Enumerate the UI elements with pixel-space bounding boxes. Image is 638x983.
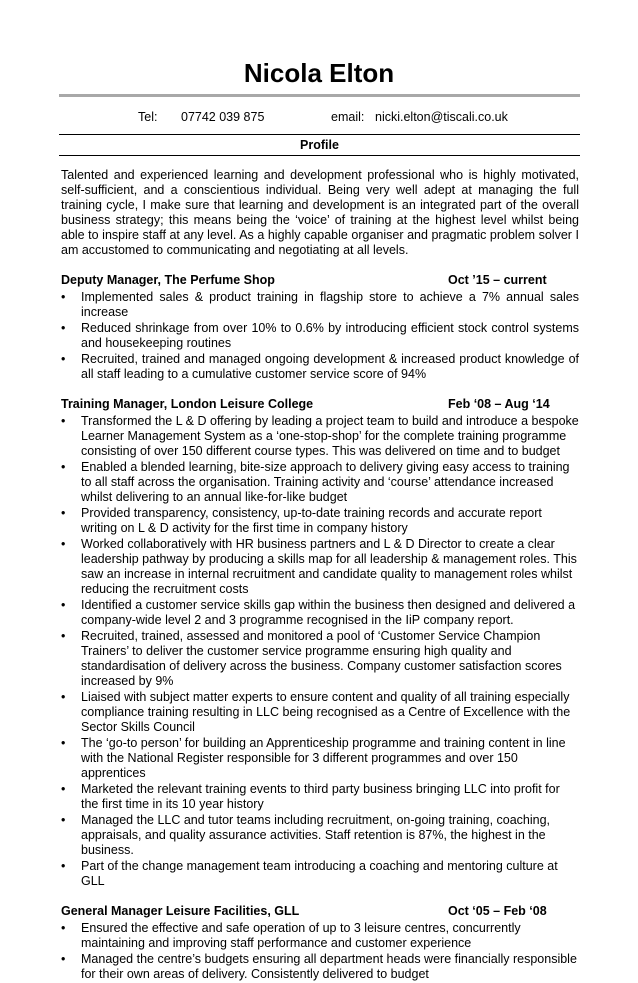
list-item: • Implemented sales & product training in flagship store to achieve a 7% annual sales increase xyxy=(61,290,579,319)
job-dates: Feb ‘08 – Aug ‘14 xyxy=(448,397,550,411)
bullet-icon: • xyxy=(61,859,66,873)
job-header xyxy=(61,903,579,919)
list-item: • Identified a customer service skills gap within the business then designed and delivered a company-wide level 2 and 3 programme recognised in the IiP company report. xyxy=(61,598,576,627)
bullet-icon: • xyxy=(61,290,66,304)
list-item: • Worked collaboratively with HR business partners and L & D Director to create a clear leadership pathway by producing a skills map for all leadership & management roles. This saw an increase in internal recruitment and candidate quality to management roles whilst reducing the recruitment costs xyxy=(61,537,577,596)
bullet-icon: • xyxy=(61,460,66,474)
list-item: • Provided transparency, consistency, up-to-date training records and accurate report writing on L & D activity for the first time in company history xyxy=(61,506,542,535)
list-item: • Recruited, trained and managed ongoing development & increased product knowledge of all staff leading to a cumulative customer service score of 94% xyxy=(61,352,579,381)
list-item: • Managed the centre’s budgets ensuring all department heads were financially responsible for their own areas of delivery. Consistently delivered to budget xyxy=(61,952,577,981)
bullet-icon: • xyxy=(61,352,66,366)
list-item: • The ‘go-to person’ for building an Apprenticeship programme and training content in line with the National Register responsible for 3 different programmes and over 150 apprentices xyxy=(61,736,566,780)
job-dates: Oct ’15 – current xyxy=(448,273,547,287)
bullet-icon: • xyxy=(61,690,66,704)
profile-summary: Talented and experienced learning and development professional who is highly motivated, self-sufficient, and a conscientious individual. Being very well adept at managing the full training cycle, I make sure that learning and development is an integrated part of the overall business strategy; this means being the ‘voice’ of training at the highest level whilst being able to inspire staff at any level. As a highly capable organiser and pragmatic problem solver I am accustomed to communicating and negotiating at all levels. xyxy=(61,168,579,257)
job-title: General Manager Leisure Facilities, GLL xyxy=(61,904,300,918)
list-item: • Reduced shrinkage from over 10% to 0.6% by introducing efficient stock control systems and housekeeping routines xyxy=(61,321,579,350)
bullet-icon: • xyxy=(61,598,66,612)
bullet-icon: • xyxy=(61,952,66,966)
job-title: Training Manager, London Leisure College xyxy=(61,397,314,411)
tel-label: Tel: xyxy=(138,110,158,124)
tel-value: 07742 039 875 xyxy=(181,110,265,124)
job-dates: Oct ‘05 – Feb ‘08 xyxy=(448,904,547,918)
email-label: email: xyxy=(331,110,365,124)
header-divider xyxy=(59,94,580,97)
list-item: • Liaised with subject matter experts to ensure content and quality of all training especially compliance training resulting in LLC being recognised as a Centre of Excellence with the Sector Skills Council xyxy=(61,690,571,734)
bullet-icon: • xyxy=(61,321,66,335)
job-header xyxy=(61,396,579,412)
list-item: • Recruited, trained, assessed and monitored a pool of ‘Customer Service Champion Trainers’ to deliver the customer service programme ensuring high quality and standardisation of delivery across the business. Company customer satisfaction scores increased by 9% xyxy=(61,629,562,688)
list-item: • Transformed the L & D offering by leading a project team to build and introduce a bespoke Learner Management System as a ‘one-stop-shop’ for the complete training programme consisting of over 150 different course types. This was delivered on time and to budget xyxy=(61,414,579,458)
job-bullet-list xyxy=(61,921,579,982)
list-item: • Part of the change management team introducing a coaching and mentoring culture at GLL xyxy=(61,859,558,888)
list-item: • Enabled a blended learning, bite-size approach to delivery giving easy access to training to all staff across the organisation. Training activity and ‘course’ attendance increased whilst delivering to an annual like-for-like budget xyxy=(61,460,570,504)
bullet-icon: • xyxy=(61,414,66,428)
job-bullet-list xyxy=(61,290,579,382)
bullet-icon: • xyxy=(61,782,66,796)
cv-body xyxy=(61,168,579,983)
profile-heading: Profile xyxy=(300,138,339,152)
email-value: nicki.elton@tiscali.co.uk xyxy=(375,110,508,124)
job-header xyxy=(61,272,579,288)
bullet-icon: • xyxy=(61,537,66,551)
job-entry xyxy=(61,272,579,382)
list-item: • Marketed the relevant training events to third party business bringing LLC into profit for the first time in its 10 year history xyxy=(61,782,560,811)
job-bullet-list xyxy=(61,414,579,889)
bullet-icon: • xyxy=(61,736,66,750)
job-title: Deputy Manager, The Perfume Shop xyxy=(61,273,275,287)
profile-bottom-rule xyxy=(59,155,580,156)
bullet-icon: • xyxy=(61,506,66,520)
bullet-icon: • xyxy=(61,921,66,935)
list-item: • Ensured the effective and safe operation of up to 3 leisure centres, concurrently maintaining and improving staff performance and customer experience xyxy=(61,921,521,950)
candidate-name: Nicola Elton xyxy=(243,58,395,88)
list-item: • Managed the LLC and tutor teams including recruitment, on-going training, coaching, appraisals, and quality assurance activities. Staff retention is 87%, the highest in the business. xyxy=(61,813,551,857)
bullet-icon: • xyxy=(61,813,66,827)
bullet-icon: • xyxy=(61,629,66,643)
job-entry xyxy=(61,903,579,982)
job-entry xyxy=(61,396,579,889)
profile-top-rule xyxy=(59,134,580,135)
